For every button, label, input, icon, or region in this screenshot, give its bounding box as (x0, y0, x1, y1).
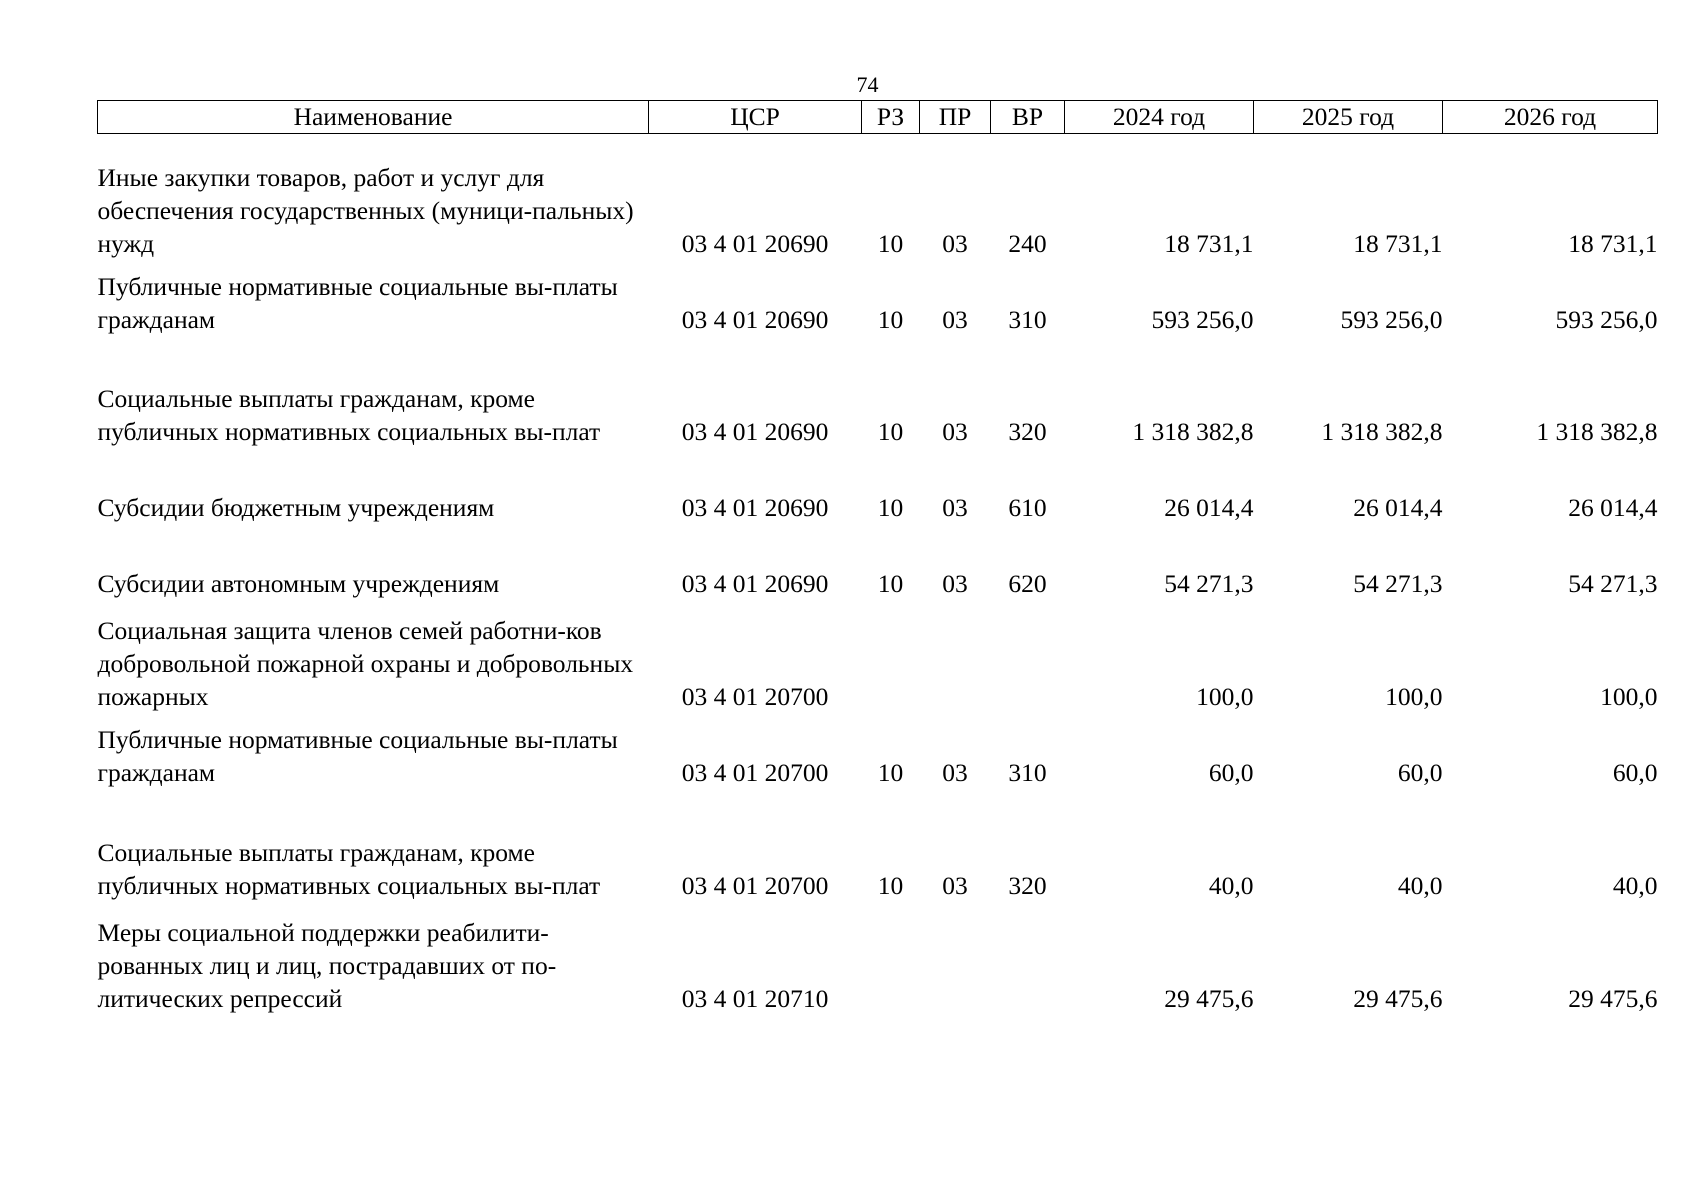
row-pr: 03 (942, 871, 968, 900)
row-pr (920, 600, 991, 713)
row-csr: 03 4 01 20690 (681, 417, 829, 446)
header-csr: ЦСР (649, 101, 862, 134)
row-vr: 240 (1008, 229, 1047, 258)
row-name: Меры социальной поддержки реабилити-рованных лиц и лиц, пострадавших от по-литических репрессий (97, 918, 557, 1013)
row-rz (862, 600, 920, 713)
row-vr: 320 (1008, 417, 1047, 446)
table-row (98, 448, 1658, 524)
table-row (98, 260, 1658, 336)
table-row (98, 789, 1658, 902)
row-pr: 03 (942, 758, 968, 787)
row-2024: 26 014,4 (1164, 493, 1254, 522)
header-rz: РЗ (862, 101, 920, 134)
page-number: 74 (856, 72, 879, 97)
row-2024: 100,0 (1196, 682, 1254, 711)
row-csr: 03 4 01 20690 (681, 229, 829, 258)
row-vr: 320 (1008, 871, 1047, 900)
header-2026: 2026 год (1443, 101, 1658, 134)
row-2025: 1 318 382,8 (1321, 417, 1443, 446)
row-name: Социальная защита членов семей работни-ков добровольной пожарной охраны и добровольных пожарных (97, 616, 634, 711)
table-row (98, 713, 1658, 789)
row-vr (991, 600, 1065, 713)
row-name: Публичные нормативные социальные вы-платы гражданам (97, 272, 618, 334)
row-2026: 29 475,6 (1568, 984, 1658, 1013)
table-row (98, 154, 1658, 260)
header-vr: ВР (991, 101, 1065, 134)
row-2025: 593 256,0 (1340, 305, 1443, 334)
row-2025: 100,0 (1385, 682, 1443, 711)
row-pr (920, 902, 991, 1015)
row-vr: 310 (1008, 758, 1047, 787)
row-name: Социальные выплаты гражданам, кроме публичных нормативных социальных вы-плат (97, 384, 601, 446)
row-2025: 40,0 (1397, 871, 1443, 900)
row-2024: 54 271,3 (1164, 569, 1254, 598)
row-rz: 10 (877, 569, 904, 598)
header-row (98, 101, 1658, 134)
row-2025: 60,0 (1397, 758, 1443, 787)
row-csr: 03 4 01 20700 (681, 758, 829, 787)
row-name: Социальные выплаты гражданам, кроме публичных нормативных социальных вы-плат (97, 838, 601, 900)
row-2026: 54 271,3 (1568, 569, 1658, 598)
header-2024: 2024 год (1065, 101, 1254, 134)
header-spacer (98, 134, 1658, 155)
row-2024: 593 256,0 (1151, 305, 1254, 334)
row-csr: 03 4 01 20710 (681, 984, 829, 1013)
row-csr: 03 4 01 20690 (681, 569, 829, 598)
row-2024: 40,0 (1208, 871, 1254, 900)
row-2026: 18 731,1 (1568, 229, 1658, 258)
row-rz (862, 902, 920, 1015)
row-name: Субсидии бюджетным учреждениям (97, 493, 495, 522)
row-pr: 03 (942, 417, 968, 446)
row-name: Иные закупки товаров, работ и услуг для обеспечения государственных (муници-пальных) нужд (97, 163, 634, 258)
row-name: Публичные нормативные социальные вы-платы гражданам (97, 725, 618, 787)
row-2024: 60,0 (1208, 758, 1254, 787)
header-pr: ПР (920, 101, 991, 134)
row-pr: 03 (942, 493, 968, 522)
row-rz: 10 (877, 493, 904, 522)
table-row (98, 902, 1658, 1015)
row-vr (991, 902, 1065, 1015)
row-csr: 03 4 01 20700 (681, 871, 829, 900)
row-2025: 18 731,1 (1353, 229, 1443, 258)
header-name: Наименование (98, 101, 649, 134)
row-2026: 100,0 (1600, 682, 1658, 711)
row-2026: 60,0 (1612, 758, 1658, 787)
table-row (98, 336, 1658, 448)
row-rz: 10 (877, 305, 904, 334)
row-2026: 1 318 382,8 (1536, 417, 1658, 446)
row-vr: 310 (1008, 305, 1047, 334)
row-rz: 10 (877, 417, 904, 446)
row-csr: 03 4 01 20690 (681, 305, 829, 334)
header-2025: 2025 год (1254, 101, 1443, 134)
table-row (98, 524, 1658, 600)
row-rz: 10 (877, 229, 904, 258)
row-2025: 29 475,6 (1353, 984, 1443, 1013)
row-name: Субсидии автономным учреждениям (97, 569, 500, 598)
row-pr: 03 (942, 229, 968, 258)
row-rz: 10 (877, 758, 904, 787)
row-2025: 54 271,3 (1353, 569, 1443, 598)
row-csr: 03 4 01 20700 (681, 682, 829, 711)
table-row (98, 600, 1658, 713)
row-2025: 26 014,4 (1353, 493, 1443, 522)
row-vr: 610 (1008, 493, 1047, 522)
row-csr: 03 4 01 20690 (681, 493, 829, 522)
row-2024: 18 731,1 (1164, 229, 1254, 258)
row-2026: 26 014,4 (1568, 493, 1658, 522)
row-2024: 29 475,6 (1164, 984, 1254, 1013)
row-rz: 10 (877, 871, 904, 900)
row-pr: 03 (942, 305, 968, 334)
row-2026: 40,0 (1612, 871, 1658, 900)
row-2026: 593 256,0 (1555, 305, 1658, 334)
row-pr: 03 (942, 569, 968, 598)
row-vr: 620 (1008, 569, 1047, 598)
row-2024: 1 318 382,8 (1132, 417, 1254, 446)
budget-table (97, 100, 1658, 1015)
